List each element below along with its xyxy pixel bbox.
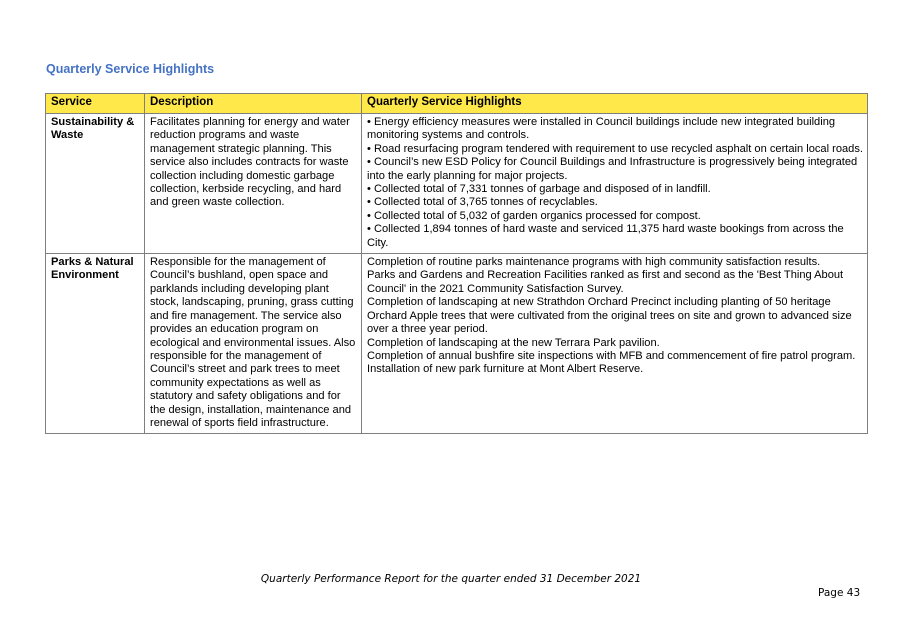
column-header-description: Description [145, 94, 362, 114]
highlight-item: • Collected total of 5,032 of garden organics processed for compost. [367, 209, 701, 222]
column-header-service: Service [46, 94, 145, 114]
column-header-highlights: Quarterly Service Highlights [362, 94, 868, 114]
service-highlights-table [45, 93, 868, 434]
highlight-item: Completion of annual bushfire site inspections with MFB and commencement of fire patrol program. [367, 349, 856, 362]
highlight-item: • Collected 1,894 tonnes of hard waste and serviced 11,375 hard waste bookings from across the City. [367, 223, 844, 249]
highlight-item: • Council’s new ESD Policy for Council Buildings and Infrastructure is progressively being integrated into the early planning for major projects. [367, 156, 858, 182]
highlight-item: Completion of landscaping at the new Terrara Park pavilion. [367, 336, 660, 349]
service-name: Sustainability & Waste [46, 114, 145, 254]
highlight-item: Completion of landscaping at new Strathdon Orchard Precinct including planting of 50 heritage Orchard Apple trees that were cultivated from the original trees on site and grown to advanced size over a three year period. [367, 296, 852, 336]
highlight-item: • Collected total of 3,765 tonnes of recyclables. [367, 196, 598, 209]
service-description: Facilitates planning for energy and water reduction programs and waste management strategic planning. This service also includes contracts for waste collection including domestic garbage collection, kerbside recycling, and hard and green waste collection. [145, 114, 362, 254]
highlight-item: • Energy efficiency measures were installed in Council buildings include new integrated building monitoring systems and controls. [367, 116, 836, 142]
page-number: Page 43 [818, 587, 861, 599]
table-header-row [46, 94, 868, 114]
page-footer: Quarterly Performance Report for the quarter ended 31 December 2021 [260, 573, 642, 585]
highlight-item: • Collected total of 7,331 tonnes of garbage and disposed of in landfill. [367, 183, 711, 196]
section-heading: Quarterly Service Highlights [46, 62, 215, 76]
highlight-item: Installation of new park furniture at Mont Albert Reserve. [367, 363, 644, 376]
service-description: Responsible for the management of Council’s bushland, open space and parklands including developing plant stock, landscaping, pruning, grass cutting and fire management. The service also provides an education program on ecological and environmental issues. Also responsible for the management of Council’s street and park trees to meet community expectations as well as statutory and safety obligations and for the design, installation, maintenance and renewal of sports field infrastructure. [145, 254, 362, 434]
highlight-item: Parks and Gardens and Recreation Facilities ranked as first and second as the 'Best Thing About Council' in the 2021 Community Satisfaction Survey. [367, 269, 844, 295]
highlight-item: • Road resurfacing program tendered with requirement to use recycled asphalt on certain local roads. [367, 142, 863, 155]
service-highlights [362, 114, 868, 254]
service-highlights [362, 254, 868, 434]
highlight-item: Completion of routine parks maintenance programs with high community satisfaction results. [367, 256, 821, 269]
table-row [46, 114, 868, 254]
table-row [46, 254, 868, 434]
service-name: Parks & Natural Environment [46, 254, 145, 434]
